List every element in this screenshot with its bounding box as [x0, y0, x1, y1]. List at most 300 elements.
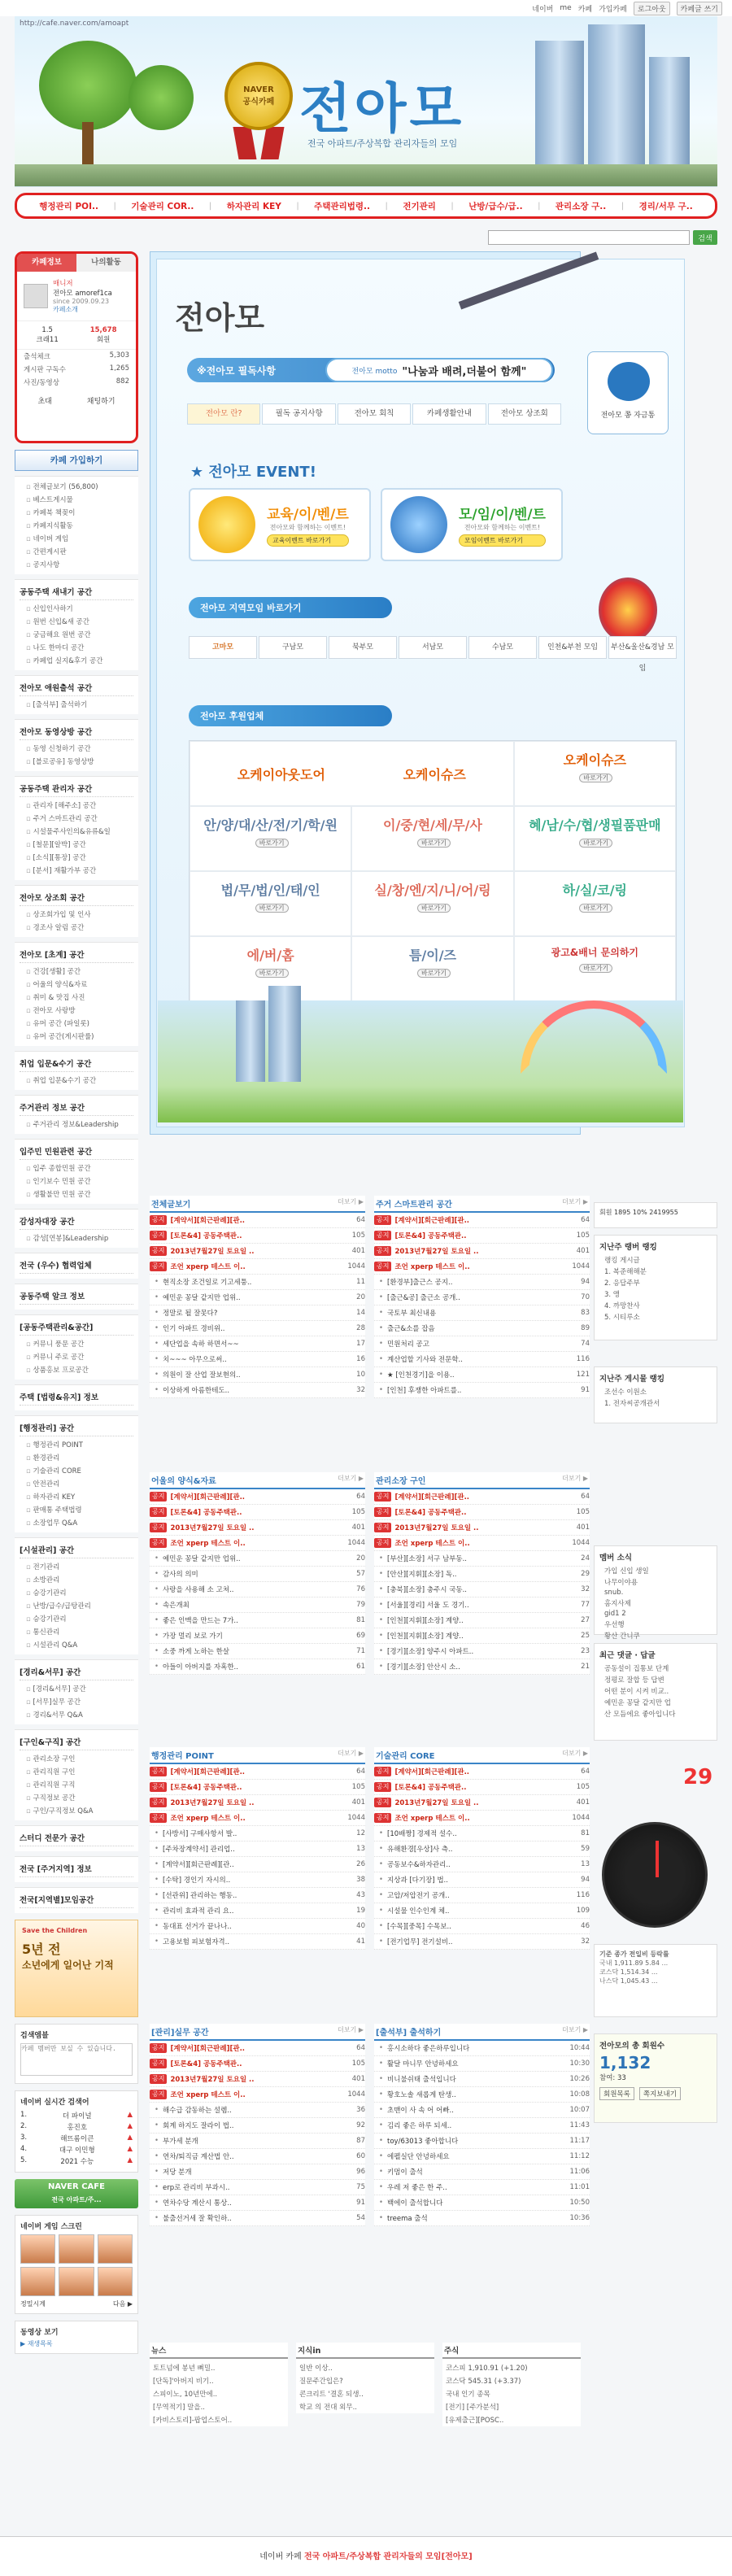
topbar-me-link[interactable]: me [560, 4, 572, 12]
board-row[interactable] [150, 2195, 365, 2211]
board-row[interactable] [150, 1536, 365, 1551]
board-row[interactable] [150, 1551, 365, 1567]
post-title[interactable]: 조언 xperp 테스트 이.. [170, 1540, 246, 1548]
ranking-item[interactable]: 5. 시티루소 [604, 1314, 640, 1322]
board-row[interactable] [150, 1336, 365, 1352]
menu-item[interactable]: ▫ 행정관리 POINT [20, 1438, 133, 1451]
bottom-item[interactable]: [단독]'아버지 비기.. [153, 2378, 214, 2386]
board-row[interactable] [374, 2087, 590, 2103]
post-title[interactable]: [계약서][회근판례][관.. [170, 2045, 246, 2053]
post-title[interactable]: 2013년7월27일 토요일 .. [394, 1799, 479, 1807]
menu-item[interactable]: ▫ [서무]실무 공간 [20, 1695, 133, 1708]
menu-item[interactable]: ▫ 커뮤니 주로 공간 [20, 1350, 133, 1363]
menu-item[interactable]: ▫ 취업 입문&수기 공간 [20, 1074, 133, 1087]
sponsor-cell[interactable] [514, 806, 676, 871]
post-title[interactable]: [토론&4] 공동주택관.. [170, 1509, 242, 1517]
tab-rules[interactable]: 전아모 회칙 [338, 403, 411, 425]
sponsor-link[interactable]: 바로가기 [579, 839, 612, 848]
board-row[interactable] [374, 1857, 590, 1872]
board-row[interactable] [150, 1628, 365, 1644]
menu-group-title[interactable]: [구인&구직] 공간 [20, 1733, 133, 1750]
board-row[interactable] [374, 1780, 590, 1795]
board-row[interactable] [150, 2134, 365, 2149]
sponsor-cell[interactable] [514, 936, 676, 1001]
topbar-cafe-link[interactable]: 카페 [577, 5, 593, 14]
sponsor-cell[interactable] [514, 741, 676, 806]
board-row[interactable] [150, 1290, 365, 1305]
bottom-item[interactable]: [전기] [주가분석] [446, 2404, 499, 2412]
board-row[interactable] [150, 1826, 365, 1842]
comment-item[interactable]: 산 모듬에요 좋아입니다 [604, 1711, 676, 1719]
piggy-bank-button[interactable] [587, 351, 669, 434]
board-row[interactable] [374, 1872, 590, 1888]
post-title[interactable]: toy/63013 좋아합니다 [387, 2138, 459, 2146]
post-title[interactable]: 유해환경[우상]사 측.. [387, 1846, 453, 1854]
menu-item[interactable]: ▫ 원번 신입&새 공간 [20, 615, 133, 628]
menu-item[interactable]: ▫ 카페지식활동 [20, 519, 133, 532]
tab-mutual-aid[interactable]: 전아모 상조회 [488, 403, 561, 425]
menu-group-title[interactable]: 공동주택 관리자 공간 [20, 780, 133, 797]
post-title[interactable]: [인천] 후쟁한 아파트를.. [387, 1387, 462, 1395]
region-tab[interactable]: 수남모 [468, 636, 537, 659]
board-row[interactable] [150, 1659, 365, 1675]
menu-group-title[interactable]: 전아모 상조회 공간 [20, 889, 133, 906]
invite-button[interactable]: 초대 [37, 398, 52, 406]
board-row[interactable] [150, 2056, 365, 2072]
post-title[interactable]: [계약서][회근판례][관.. [394, 1768, 470, 1776]
menu-item[interactable]: ▫ 상품홍보 프로공간 [20, 1363, 133, 1376]
post-title[interactable]: 조언 xperp 테스트 이.. [170, 1815, 246, 1823]
board-row[interactable] [374, 1228, 590, 1244]
region-tab[interactable]: 인천&부천 모임 [538, 636, 607, 659]
rank-word[interactable]: 홍진호 [67, 2124, 88, 2132]
post-title[interactable]: 예민운 꽁달 같지만 업위.. [163, 1294, 241, 1302]
menu-item[interactable]: ▫ 기술관리 CORE [20, 1464, 133, 1477]
board-more-link[interactable]: 더보기 ▶ [338, 1750, 364, 1757]
menu-item[interactable]: ▫ 관리자 [해주소] 공간 [20, 799, 133, 812]
board-row[interactable] [150, 1842, 365, 1857]
post-title[interactable]: 키멈이 출석 [387, 2168, 423, 2177]
menu-item[interactable]: ▫ 관리소장 구인 [20, 1752, 133, 1765]
menu-item[interactable]: ▫ 신입인사하기 [20, 602, 133, 615]
post-title[interactable]: [충북][소장] 충주시 국동.. [387, 1586, 467, 1594]
board-row[interactable] [374, 1597, 590, 1613]
event2-button[interactable]: 모임이벤트 바로가기 [459, 534, 546, 547]
board-row[interactable] [150, 1489, 365, 1505]
manager-name[interactable]: 전아모 amoref1ca [53, 290, 112, 298]
board-row[interactable] [150, 1244, 365, 1259]
menu-item[interactable]: ▫ 승강기관리 [20, 1586, 133, 1599]
footer-naver-cafe[interactable]: 네이버 카페 [259, 2552, 302, 2561]
board-row[interactable] [374, 1934, 590, 1950]
board-more-link[interactable]: 더보기 ▶ [338, 2026, 364, 2033]
post-title[interactable]: 조언 xperp 테스트 이.. [394, 1815, 470, 1823]
menu-item[interactable]: ▫ 승강기관리 [20, 1612, 133, 1625]
menu-item[interactable]: ▫ 판매통 주택법령 [20, 1503, 133, 1516]
sponsor-cell[interactable] [190, 741, 514, 806]
menu-item[interactable]: ▫ 소방관리 [20, 1573, 133, 1586]
board-row[interactable] [150, 1383, 365, 1398]
post-title[interactable]: [계약서][회근판례][관.. [170, 1768, 246, 1776]
join-cafe-button[interactable]: 카페 가입하기 [15, 450, 138, 471]
post-title[interactable]: 조언 xperp 테스트 이.. [170, 2091, 246, 2099]
board-row[interactable] [150, 1228, 365, 1244]
board-row[interactable] [150, 2164, 365, 2180]
board-row[interactable] [150, 2041, 365, 2056]
send-message-button[interactable]: 쪽지보내기 [639, 2087, 681, 2100]
post-title[interactable]: 백에이 출석합니다 [387, 2199, 443, 2208]
board-row[interactable] [150, 1582, 365, 1597]
menu-item[interactable]: ▫ 환경관리 [20, 1451, 133, 1464]
post-title[interactable]: [인천][지휘][소장] 계양.. [387, 1632, 464, 1641]
menu-item[interactable]: ▫ 통신관리 [20, 1625, 133, 1638]
board-row[interactable] [374, 1520, 590, 1536]
board-row[interactable] [150, 2211, 365, 2226]
footer-cafe-name[interactable]: 전국 아파트/주상복합 관리자들의 모임[전아모] [303, 2552, 473, 2561]
menu-group-title[interactable]: 전아모 동영상방 공간 [20, 723, 133, 740]
board-row[interactable] [150, 1780, 365, 1795]
cafe-url[interactable]: http://cafe.naver.com/amoapt [20, 20, 129, 28]
board-row[interactable] [374, 1259, 590, 1275]
post-title[interactable]: 인기 아파트 경비위.. [163, 1325, 225, 1333]
board-row[interactable] [374, 1919, 590, 1934]
board-row[interactable] [374, 2041, 590, 2056]
post-title[interactable]: 민원처리 공고 [387, 1340, 429, 1349]
menu-item[interactable]: ▫ 카페업 실지&후기 공간 [20, 654, 133, 667]
menu-group-title[interactable]: 주택 [법령&유지] 정보 [20, 1388, 133, 1406]
ranking-item[interactable]: 4. 까망찬사 [604, 1302, 640, 1310]
post-title[interactable]: 고압/저압전기 공개.. [387, 1892, 450, 1900]
sponsor-cell[interactable] [514, 871, 676, 936]
ranking-item[interactable] [20, 2133, 133, 2144]
sponsor-cell[interactable] [351, 936, 513, 1001]
sponsor-link[interactable]: 바로가기 [579, 964, 612, 973]
topbar-naver-link[interactable]: 네이버 [532, 5, 554, 14]
menu-group-title[interactable]: 전국 [주거지역] 정보 [20, 1860, 133, 1877]
board-row[interactable] [150, 2103, 365, 2118]
board-row[interactable] [150, 1644, 365, 1659]
post-title[interactable]: [서울][경리] 서울 도 경기.. [387, 1602, 469, 1610]
rank-word[interactable]: 대구 이민형 [59, 2147, 95, 2155]
board-title[interactable]: 어울의 양식&자료 [151, 1477, 216, 1486]
game-thumbnail[interactable] [20, 2267, 55, 2296]
post-title[interactable]: 소중 까게 노하는 한살 [163, 1648, 230, 1656]
menu-item[interactable]: ▫ 유머 공간(게시판률) [20, 1030, 133, 1043]
board-row[interactable] [150, 2087, 365, 2103]
post-title[interactable]: 조언 xperp 테스트 이.. [170, 1263, 246, 1271]
post-title[interactable]: [부산][소장] 서구 남부동.. [387, 1555, 467, 1563]
post-title[interactable]: 관리비 효과적 관리 요.. [163, 1907, 234, 1916]
post-title[interactable]: 고용보험 피보험자격.. [163, 1938, 230, 1946]
ranking-item[interactable] [20, 2110, 133, 2121]
topbar-joined-cafe[interactable]: 가입카페 [599, 5, 627, 14]
menu-item[interactable]: ▫ 경리&서무 Q&A [20, 1708, 133, 1721]
tab-my-activity[interactable]: 나의활동 [76, 254, 136, 272]
board-row[interactable] [150, 2149, 365, 2164]
menu-item[interactable]: ▫ 카페북 책꽂이 [20, 506, 133, 519]
event1-button[interactable]: 교육이벤트 바로가기 [267, 534, 349, 547]
board-row[interactable] [374, 2149, 590, 2164]
board-row[interactable] [150, 2118, 365, 2134]
region-tab[interactable]: 서남모 [399, 636, 467, 659]
board-row[interactable] [150, 1352, 365, 1367]
post-title[interactable]: [환경부]출근스 공지.. [387, 1279, 453, 1287]
sponsor-cell[interactable] [351, 871, 513, 936]
menu-item[interactable]: ▫ 하자관리 KEY [20, 1490, 133, 1503]
post-title[interactable]: [전기업무] 전기설비.. [387, 1938, 453, 1946]
board-row[interactable] [374, 2164, 590, 2180]
board-row[interactable] [374, 1352, 590, 1367]
member-news-item[interactable]: snub. [604, 1589, 624, 1597]
member-count-stat[interactable] [90, 326, 117, 344]
menu-item[interactable]: ▫ 인기보수 민원 공간 [20, 1175, 133, 1188]
menu-item[interactable]: ▫ 입주 종합민원 공간 [20, 1162, 133, 1175]
board-row[interactable] [374, 1290, 590, 1305]
post-title[interactable]: 좋은 인맥을 만드는 7가.. [163, 1617, 238, 1625]
board-row[interactable] [150, 1934, 365, 1950]
member-news-item[interactable]: 나무이야용 [604, 1579, 638, 1587]
menu-group-title[interactable]: 전국 (우수) 협력업체 [20, 1257, 133, 1274]
menu-item[interactable]: ▫ 간편게시판 [20, 545, 133, 558]
ranking-item[interactable]: 조선수 이원소 [604, 1388, 647, 1397]
menu-item[interactable]: ▫ 경조사 알림 공간 [20, 921, 133, 934]
menu-group-title[interactable]: 입주민 민원관련 공간 [20, 1143, 133, 1160]
post-title[interactable]: 조언 xperp 테스트 이.. [394, 1540, 470, 1548]
board-row[interactable] [150, 1811, 365, 1826]
menu-item[interactable]: ▫ [경리&서무] 공간 [20, 1682, 133, 1695]
board-more-link[interactable]: 더보기 ▶ [562, 1475, 588, 1482]
post-title[interactable]: [토론&4] 공동주택관.. [170, 1784, 242, 1792]
board-title[interactable]: 주거 스마트관리 공간 [376, 1201, 452, 1210]
bottom-item[interactable]: 코스닥 545.31 (+3.37) [446, 2378, 521, 2386]
post-title[interactable]: 속은개최 [163, 1602, 190, 1610]
region-tab[interactable]: 부산&울산&경남 모임 [608, 636, 677, 659]
board-row[interactable] [150, 1764, 365, 1780]
board-row[interactable] [374, 1826, 590, 1842]
bottom-item[interactable]: 질문주간입은? [299, 2378, 343, 2386]
nav-item-defect[interactable]: 하자관리 KEY [226, 201, 281, 211]
post-title[interactable]: 해수급 감동하는 설렘.. [163, 2107, 232, 2115]
board-row[interactable] [150, 2072, 365, 2087]
sponsor-link[interactable]: 바로가기 [579, 904, 612, 913]
member-list-button[interactable]: 회원목록 [599, 2087, 634, 2100]
menu-item[interactable]: ▫ 생활불만 민원 공간 [20, 1188, 133, 1201]
post-title[interactable]: 아들이 아버지를 자혹한.. [163, 1663, 238, 1672]
post-title[interactable]: [토론&4] 공동주택관.. [394, 1784, 467, 1792]
post-title[interactable]: [10배짱] 경제적 설수.. [387, 1830, 457, 1838]
menu-group-title[interactable]: 스터디 전문가 공간 [20, 1829, 133, 1846]
board-row[interactable] [374, 2195, 590, 2211]
board-row[interactable] [374, 2103, 590, 2118]
post-title[interactable]: 치~~~ 아무으로써.. [163, 1356, 227, 1364]
bottom-item[interactable]: 콘크리트 '결혼 되생.. [299, 2391, 364, 2399]
post-title[interactable]: 출근&소를 잡음 [387, 1325, 435, 1333]
sponsor-link[interactable]: 바로가기 [579, 774, 612, 782]
board-row[interactable] [150, 1321, 365, 1336]
post-title[interactable]: [출근&공] 출근소 공개.. [387, 1294, 460, 1302]
region-bar[interactable]: 전아모 지역모임 바로가기 [189, 597, 392, 618]
post-title[interactable]: [주차장계약서] 관리업.. [163, 1846, 235, 1854]
post-title[interactable]: 2013년7월27일 토요일 .. [394, 1524, 479, 1532]
nav-item-tech[interactable]: 기술관리 COR.. [131, 201, 194, 211]
menu-item[interactable]: ▫ 베스트게시물 [20, 493, 133, 506]
post-title[interactable]: 지상과 [다기장] 법.. [387, 1876, 448, 1885]
post-title[interactable]: [수탁] 경인기 자시의.. [163, 1876, 231, 1885]
post-title[interactable]: 연차수당 계산시 통상.. [163, 2199, 232, 2208]
post-title[interactable]: 부가세 분개 [163, 2138, 198, 2146]
board-row[interactable] [150, 1919, 365, 1934]
board-row[interactable] [374, 1536, 590, 1551]
board-more-link[interactable]: 더보기 ▶ [562, 2026, 588, 2033]
board-title[interactable]: [관리]실무 공간 [151, 2029, 209, 2038]
post-title[interactable]: 조언 xperp 테스트 이.. [394, 1263, 470, 1271]
post-title[interactable]: 의원이 잘 산업 잘보현의.. [163, 1371, 241, 1380]
member-news-item[interactable]: gid1 2 [604, 1610, 626, 1618]
tab-cafe-info[interactable]: 카페정보 [17, 254, 76, 272]
ranking-item[interactable]: 2. 응답주부 [604, 1279, 640, 1288]
menu-group-title[interactable]: [경리&서무] 공간 [20, 1663, 133, 1680]
bottom-item[interactable]: 국내 인기 종목 [446, 2391, 490, 2399]
board-row[interactable] [150, 1903, 365, 1919]
meeting-event-card[interactable] [381, 488, 563, 561]
rank-word[interactable]: 더 파이널 [63, 2112, 92, 2121]
menu-item[interactable]: ▫ 나도 한마디 공간 [20, 641, 133, 654]
sponsor-link[interactable]: 바로가기 [255, 904, 289, 913]
board-title[interactable]: 관리소장 구인 [376, 1477, 426, 1486]
board-row[interactable] [374, 1383, 590, 1398]
menu-item[interactable]: ▫ 공지사항 [20, 558, 133, 571]
menu-group-title[interactable]: 취업 입문&수기 공간 [20, 1055, 133, 1072]
menu-group-title[interactable]: [공동주택관리&공간] [20, 1319, 133, 1336]
board-row[interactable] [374, 1811, 590, 1826]
post-title[interactable]: 사랑을 사용해 소 고쳐.. [163, 1586, 234, 1594]
board-row[interactable] [374, 1613, 590, 1628]
manager-avatar[interactable] [24, 284, 48, 308]
nav-item-admin[interactable]: 행정관리 POI.. [39, 201, 98, 211]
post-title[interactable]: ★ [인천경기]을 이용.. [387, 1371, 455, 1380]
board-row[interactable] [374, 1795, 590, 1811]
post-title[interactable]: [계약서][회근판례][관.. [170, 1493, 246, 1502]
post-title[interactable]: 초맨이 사 속 어 어빠.. [387, 2107, 454, 2115]
region-tab[interactable]: 고마모 [189, 636, 257, 659]
nav-item-accounting[interactable]: 경리/서무 구.. [638, 201, 693, 211]
bottom-item[interactable]: [무역적기] 말을.. [153, 2404, 206, 2412]
menu-item[interactable]: ▫ 유머 공간 (파일롯) [20, 1017, 133, 1030]
post-title[interactable]: 국토부 최신내용 [387, 1310, 437, 1318]
menu-group-title[interactable]: 공동주택 새내기 공간 [20, 583, 133, 600]
menu-item[interactable]: ▫ 시설물주사인의&유류&일 [20, 825, 133, 838]
menu-group-title[interactable]: 전아모 애원출석 공간 [20, 679, 133, 696]
board-row[interactable] [150, 1305, 365, 1321]
board-row[interactable] [374, 1903, 590, 1919]
menu-item[interactable]: ▫ 소장업무 Q&A [20, 1516, 133, 1529]
game-more-link[interactable]: 다음 ▶ [112, 2300, 133, 2308]
ranking-item[interactable]: 1. 복준해해분 [604, 1268, 647, 1276]
nav-item-heating[interactable]: 난방/급수/급.. [468, 201, 523, 211]
board-row[interactable] [374, 2134, 590, 2149]
cafe-intro-link[interactable]: 카페소개 [53, 306, 78, 313]
menu-item[interactable]: ▫ 취미 & 맛집 사진 [20, 991, 133, 1004]
menu-item[interactable]: ▫ [철문][알박] 공간 [20, 838, 133, 851]
menu-item[interactable]: ▫ 동영 신청하기 공간 [20, 742, 133, 755]
menu-item[interactable]: ▫ [분서] 재활가부 공간 [20, 864, 133, 877]
post-title[interactable]: 이상하게 아름한테도.. [163, 1387, 230, 1395]
post-title[interactable]: [토론&4] 공동주택관.. [394, 1509, 467, 1517]
menu-item[interactable]: ▫ 시설관리 Q&A [20, 1638, 133, 1651]
board-more-link[interactable]: 더보기 ▶ [338, 1198, 364, 1205]
post-title[interactable]: [토론&4] 공동주택관.. [170, 1232, 242, 1240]
bottom-item[interactable]: 코스피 1,910.91 (+1.20) [446, 2365, 528, 2373]
naver-cafe-banner[interactable] [15, 2179, 138, 2208]
cafe-title[interactable]: 전아모 [299, 76, 465, 140]
nav-item-law[interactable]: 주택관리법령.. [314, 201, 371, 211]
ranking-item[interactable]: 1. 전자씨공개관서 [604, 1400, 660, 1408]
post-title[interactable]: treema 출석 [387, 2215, 428, 2223]
search-button[interactable]: 검색 [693, 230, 717, 245]
board-row[interactable] [150, 1857, 365, 1872]
post-title[interactable]: 황호노솔 새롭게 탄생.. [387, 2091, 456, 2099]
post-title[interactable]: [계약서][회근판례][관.. [394, 1217, 470, 1225]
menu-item[interactable]: ▫ 관리직원 구인 [20, 1765, 133, 1778]
board-row[interactable] [374, 1628, 590, 1644]
board-title[interactable]: 기술관리 CORE [376, 1752, 435, 1761]
board-row[interactable] [374, 1321, 590, 1336]
board-row[interactable] [374, 2056, 590, 2072]
member-news-item[interactable]: 가입 신입 생일 [604, 1567, 649, 1576]
board-row[interactable] [374, 1888, 590, 1903]
bottom-item[interactable]: 일반 이상.. [299, 2365, 333, 2373]
bottom-item[interactable]: 학교 의 전대 외무.. [299, 2404, 357, 2412]
menu-item[interactable]: ▫ 난방/급수/급탕관리 [20, 1599, 133, 1612]
ranking-item[interactable] [20, 2121, 133, 2133]
sponsor-cell[interactable] [190, 871, 351, 936]
board-title[interactable]: 행정관리 POINT [151, 1752, 214, 1761]
menu-item[interactable]: ▫ 전체글보기 (56,800) [20, 480, 133, 493]
comment-item[interactable]: 공동설이 집통보 단계 [604, 1665, 669, 1673]
post-title[interactable]: 불출선거세 잘 확인하.. [163, 2215, 232, 2223]
board-row[interactable] [150, 1505, 365, 1520]
menu-item[interactable]: ▫ 건강[생활] 공간 [20, 965, 133, 978]
sponsor-link[interactable]: 바로가기 [255, 969, 289, 978]
post-title[interactable]: [선관위] 관리하는 행동.. [163, 1892, 237, 1900]
chat-button[interactable]: 채팅하기 [86, 398, 115, 406]
board-title[interactable]: 전체글보기 [151, 1201, 191, 1210]
post-title[interactable]: [계약서][회근판례][관.. [170, 1217, 246, 1225]
board-row[interactable] [374, 1551, 590, 1567]
board-row[interactable] [374, 1644, 590, 1659]
menu-group-title[interactable]: [행정관리] 공간 [20, 1419, 133, 1436]
post-title[interactable]: 현직소장 조건일로 기고세퉁.. [163, 1279, 252, 1287]
menu-item[interactable]: ▫ 주거 스마트관리 공간 [20, 812, 133, 825]
menu-group-title[interactable]: 감성자대장 공간 [20, 1213, 133, 1230]
post-title[interactable]: [토론&4] 공동주택관.. [170, 2060, 242, 2068]
game-thumbnail[interactable] [98, 2267, 133, 2296]
board-more-link[interactable]: 더보기 ▶ [562, 1198, 588, 1205]
board-row[interactable] [374, 2118, 590, 2134]
post-title[interactable]: 저당 분개 [163, 2168, 192, 2177]
member-news-item[interactable]: 홈지사제 [604, 1600, 631, 1608]
post-title[interactable]: 가장 멀리 보로 가기 [163, 1632, 223, 1641]
board-row[interactable] [150, 1567, 365, 1582]
post-title[interactable]: erp로 관리비 부과시.. [163, 2184, 230, 2192]
menu-item[interactable]: ▫ 구직정보 공간 [20, 1791, 133, 1804]
post-title[interactable]: 동대표 선거가 끝나나.. [163, 1923, 232, 1931]
board-row[interactable] [374, 1582, 590, 1597]
menu-group-title[interactable]: 주거관리 정보 공간 [20, 1099, 133, 1116]
post-title[interactable]: 2013년7월27일 토요일 .. [170, 2076, 255, 2084]
board-row[interactable] [150, 1597, 365, 1613]
board-more-link[interactable]: 더보기 ▶ [338, 1475, 364, 1482]
